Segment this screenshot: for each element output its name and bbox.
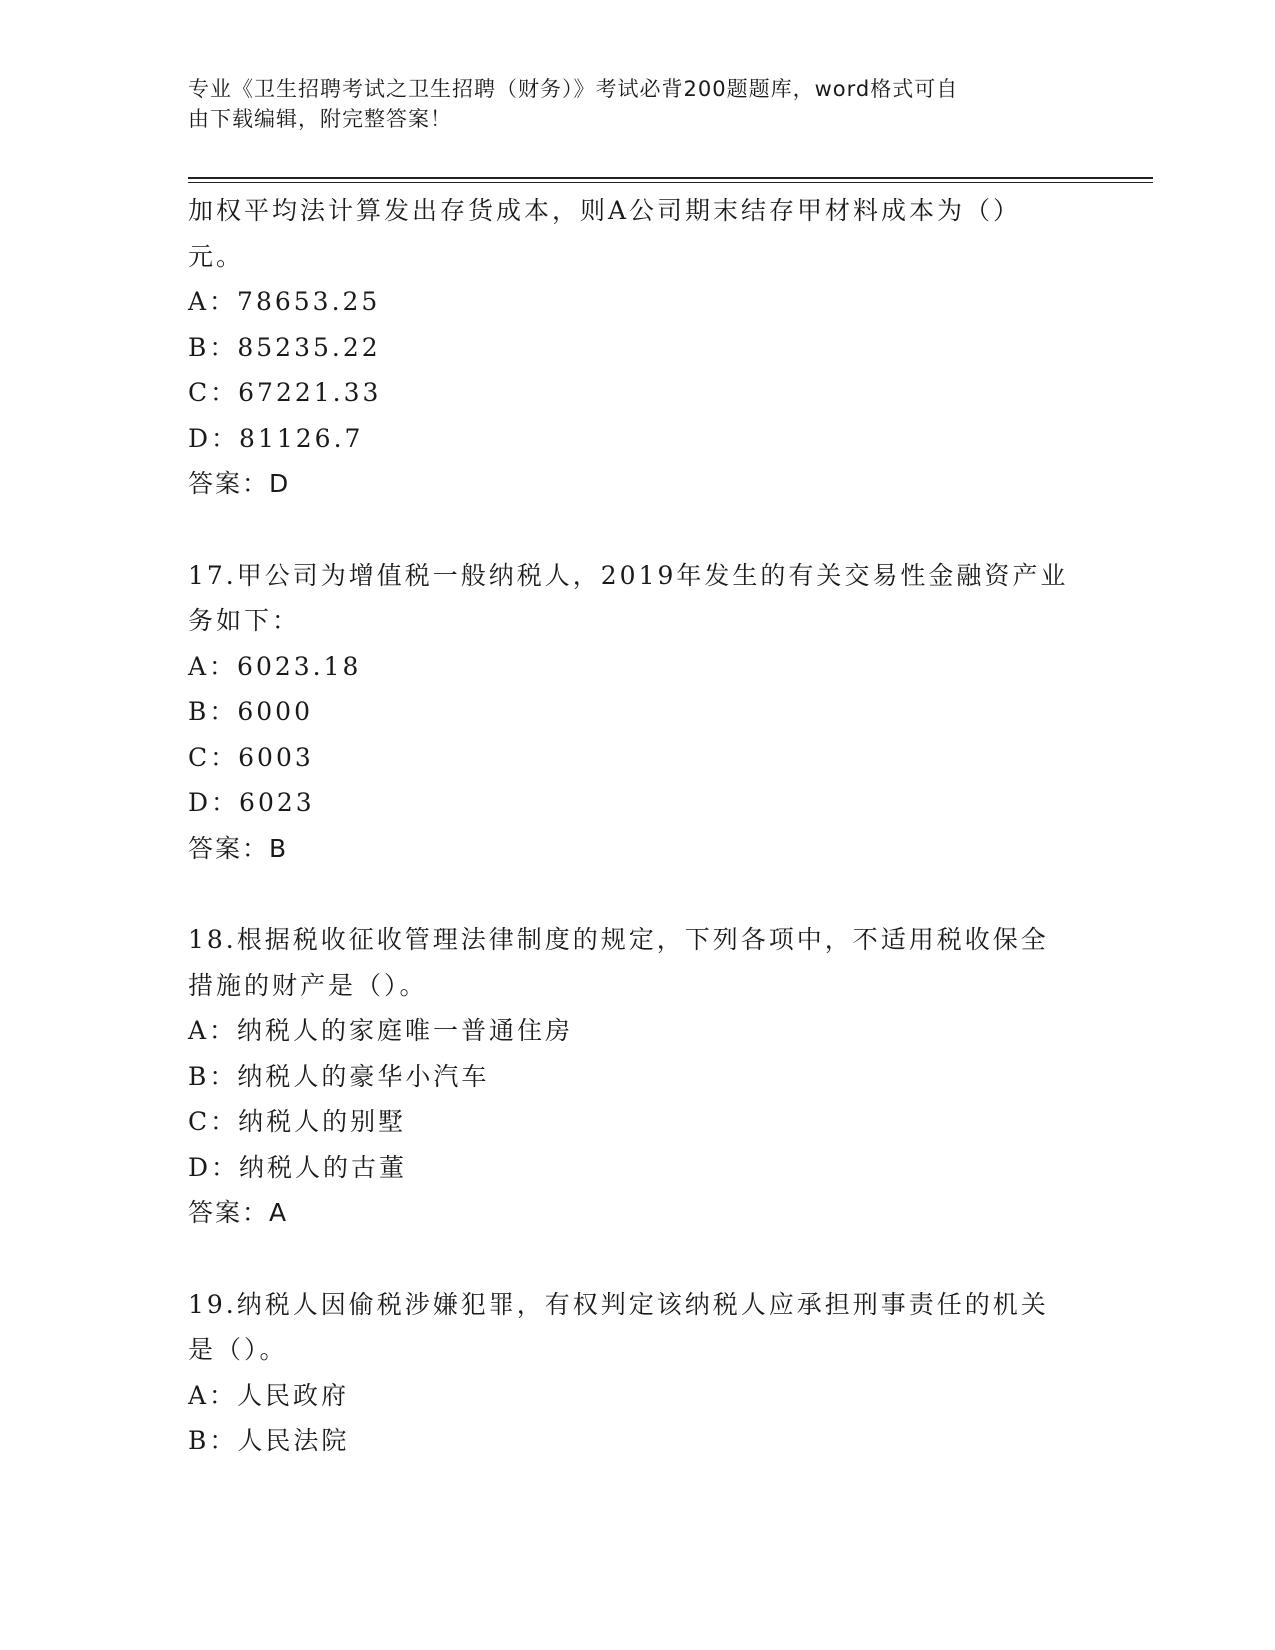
spacer	[188, 871, 1088, 917]
question-list	[188, 188, 1088, 1464]
option-b: B：6000	[188, 697, 313, 726]
option-a: A：纳税人的家庭唯一普通住房	[188, 1016, 574, 1045]
spacer	[188, 507, 1088, 553]
question-text-line: 措施的财产是（）。	[188, 970, 428, 1000]
question-text-line: 务如下：	[188, 606, 301, 635]
answer-line: 答案：B	[188, 833, 289, 863]
question-continued	[188, 188, 1088, 507]
answer-line: 答案：D	[188, 469, 291, 498]
header-divider-thin	[188, 182, 1153, 183]
option-a: A：6023.18	[188, 651, 362, 681]
question-text-line: 17.甲公司为增值税一般纳税人，2019年发生的有关交易性金融资产业	[188, 560, 1069, 590]
question-text-line: 是（）。	[188, 1335, 288, 1364]
header-line-1: 专业《卫生招聘考试之卫生招聘（财务）》考试必背200题题库，word格式可自	[188, 77, 959, 101]
option-d: D：6023	[188, 788, 315, 817]
question-19	[188, 1282, 1088, 1464]
option-d: D：81126.7	[188, 423, 364, 453]
question-text-line: 19.纳税人因偷税涉嫌犯罪，有权判定该纳税人应承担刑事责任的机关	[188, 1289, 1049, 1319]
option-b: B：纳税人的豪华小汽车	[188, 1061, 490, 1091]
question-text-line: 加权平均法计算发出存货成本，则A公司期末结存甲材料成本为（）	[188, 196, 1022, 225]
option-c: C：67221.33	[188, 378, 382, 407]
header-line-2: 由下载编辑，附完整答案！	[188, 107, 452, 131]
option-c: C：6003	[188, 742, 314, 772]
header-divider-thick	[188, 177, 1153, 179]
option-d: D：纳税人的古董	[188, 1152, 408, 1182]
question-18	[188, 917, 1088, 1236]
question-text-line: 元。	[188, 241, 245, 271]
option-c: C：纳税人的别墅	[188, 1107, 407, 1136]
document-header	[188, 74, 1068, 134]
option-a: A：人民政府	[188, 1380, 350, 1410]
answer-line: 答案：A	[188, 1198, 289, 1227]
option-b: B：人民法院	[188, 1426, 350, 1455]
spacer	[188, 1236, 1088, 1282]
question-text-line: 18.根据税收征收管理法律制度的规定，下列各项中，不适用税收保全	[188, 925, 1049, 954]
option-b: B：85235.22	[188, 332, 381, 362]
option-a: A：78653.25	[188, 287, 381, 316]
question-17	[188, 553, 1088, 872]
